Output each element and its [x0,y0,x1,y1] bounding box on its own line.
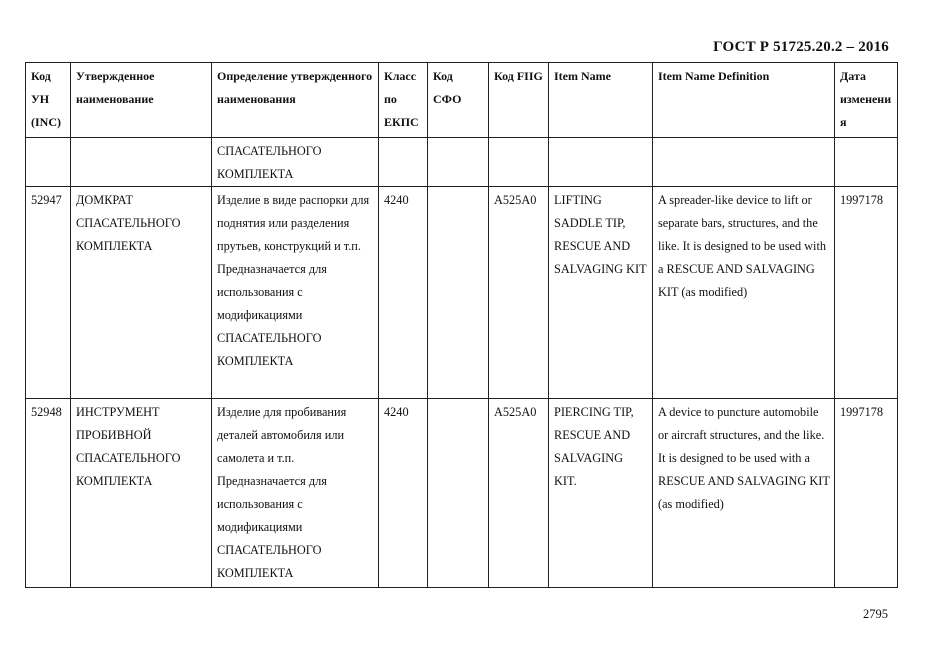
page-number: 2795 [863,607,888,621]
cell-date [835,138,898,187]
document-title: ГОСТ Р 51725.20.2 – 2016 [713,39,889,55]
cell-fiig [489,138,549,187]
cell-item-definition [653,138,835,187]
table-row [26,138,898,187]
cell-inc: 52947 [26,187,71,399]
cell-definition: Изделие для пробивания деталей автомобиля или самолета и т.п. Предназначается для использования с модификациями СПАСАТЕЛЬНОГО КОМПЛЕКТА [212,399,379,588]
cell-date: 1997178 [835,187,898,399]
cell-approved-name [71,138,212,187]
cell-class: 4240 [379,399,428,588]
cell-sfo [428,138,489,187]
cell-sfo [428,187,489,399]
header-item-name: Item Name [549,63,653,138]
table-header-row [26,63,898,138]
header-sfo: Код СФО [428,63,489,138]
header-definition: Определение утвержденного наименования [212,63,379,138]
header-fiig: Код FIIG [489,63,549,138]
cell-inc: 52948 [26,399,71,588]
header-class: Класс по ЕКПС [379,63,428,138]
cell-item-name: LIFTING SADDLE TIP, RESCUE AND SALVAGING KIT [549,187,653,399]
cell-item-name: PIERCING TIP, RESCUE AND SALVAGING KIT. [549,399,653,588]
cell-date: 1997178 [835,399,898,588]
cell-class: 4240 [379,187,428,399]
cell-class [379,138,428,187]
cell-inc [26,138,71,187]
cell-fiig: A525A0 [489,187,549,399]
item-names-table [25,62,898,588]
cell-approved-name: ИНСТРУМЕНТ ПРОБИВНОЙ СПАСАТЕЛЬНОГО КОМПЛЕКТА [71,399,212,588]
cell-item-name [549,138,653,187]
cell-definition: Изделие в виде распорки для поднятия или разделения прутьев, конструкций и т.п. Предназначается для использования с модификациями СПАСАТЕЛЬНОГО КОМПЛЕКТА [212,187,379,399]
cell-sfo [428,399,489,588]
cell-item-definition: A spreader-like device to lift or separate bars, structures, and the like. It is designed to be used with a RESCUE AND SALVAGING KIT (as modified) [653,187,835,399]
cell-definition: СПАСАТЕЛЬНОГО КОМПЛЕКТА [212,138,379,187]
header-inc: Код УН (INC) [26,63,71,138]
cell-item-definition: A device to puncture automobile or aircraft structures, and the like. It is designed to be used with a RESCUE AND SALVAGING KIT (as modified) [653,399,835,588]
header-date: Дата изменения [835,63,898,138]
cell-fiig: A525A0 [489,399,549,588]
table-row [26,187,898,399]
header-item-definition: Item Name Definition [653,63,835,138]
header-approved-name: Утвержденное наименование [71,63,212,138]
cell-approved-name: ДОМКРАТ СПАСАТЕЛЬНОГО КОМПЛЕКТА [71,187,212,399]
table-row [26,399,898,588]
